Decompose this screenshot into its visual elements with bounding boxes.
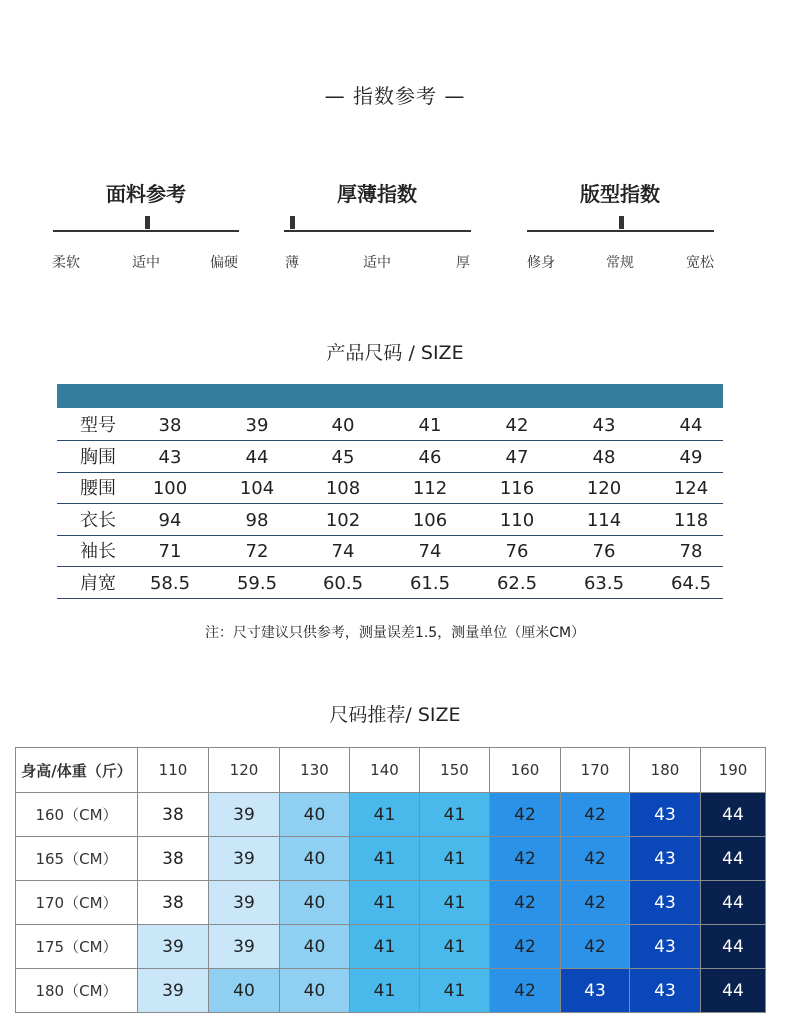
size-cell: 112 bbox=[412, 478, 448, 499]
recommend-row bbox=[16, 881, 766, 925]
size-recommend-cell: 43 bbox=[561, 969, 630, 1013]
size-recommend-cell: 39 bbox=[209, 925, 280, 969]
size-cell: 120 bbox=[586, 478, 622, 499]
size-recommend-cell: 44 bbox=[701, 925, 766, 969]
size-cell: 64.5 bbox=[670, 572, 712, 594]
index-title: — 指数参考 — bbox=[324, 84, 466, 108]
size-table-row bbox=[57, 504, 723, 536]
recommend-row bbox=[16, 837, 766, 881]
weight-header-cell: 140 bbox=[350, 748, 420, 793]
size-cell: 45 bbox=[331, 446, 355, 468]
size-recommend-cell: 41 bbox=[350, 881, 420, 925]
fit-label-loose: 宽松 bbox=[686, 255, 714, 271]
size-recommend-cell: 39 bbox=[138, 925, 209, 969]
weight-header-cell: 160 bbox=[490, 748, 561, 793]
size-cell: 44 bbox=[679, 415, 703, 436]
size-row-label: 肩宽 bbox=[80, 572, 116, 594]
size-recommend-cell: 38 bbox=[138, 881, 209, 925]
size-recommend-cell: 42 bbox=[561, 925, 630, 969]
size-recommend-cell: 44 bbox=[701, 881, 766, 925]
size-recommend-cell: 39 bbox=[209, 881, 280, 925]
size-cell: 124 bbox=[673, 478, 709, 499]
size-cell: 76 bbox=[505, 541, 529, 562]
size-cell: 74 bbox=[418, 541, 442, 562]
size-table-row bbox=[57, 535, 723, 567]
fit-scale-line bbox=[527, 230, 714, 232]
size-recommend-cell: 40 bbox=[280, 969, 350, 1013]
size-recommend-cell: 40 bbox=[280, 881, 350, 925]
size-table-row bbox=[57, 441, 723, 473]
recommend-header-row bbox=[16, 748, 766, 793]
size-recommend-cell: 39 bbox=[138, 969, 209, 1013]
size-cell: 62.5 bbox=[496, 572, 538, 594]
size-row-label: 型号 bbox=[80, 415, 116, 436]
weight-header-cell: 190 bbox=[701, 748, 766, 793]
fabric-label-medium: 适中 bbox=[132, 255, 160, 271]
recommend-corner-label: 身高/体重（斤） bbox=[16, 748, 138, 793]
size-cell: 60.5 bbox=[322, 572, 364, 594]
size-table-row bbox=[57, 409, 723, 441]
size-row-label: 衣长 bbox=[80, 509, 116, 531]
size-cell: 106 bbox=[412, 509, 448, 531]
size-cell: 42 bbox=[505, 415, 529, 436]
size-recommend-cell: 42 bbox=[490, 837, 561, 881]
size-row-label: 袖长 bbox=[80, 541, 116, 562]
size-cell: 102 bbox=[325, 509, 361, 531]
fabric-scale-line bbox=[53, 230, 239, 232]
size-cell: 114 bbox=[586, 509, 622, 531]
thickness-index-title: 厚薄指数 bbox=[337, 182, 417, 206]
size-recommend-cell: 43 bbox=[630, 881, 701, 925]
size-cell: 40 bbox=[331, 415, 355, 436]
fit-label-slim: 修身 bbox=[527, 255, 555, 271]
size-cell: 43 bbox=[592, 415, 616, 436]
size-table-header-bar bbox=[57, 384, 723, 408]
size-recommend-cell: 42 bbox=[561, 793, 630, 837]
fabric-scale-marker bbox=[145, 216, 150, 229]
size-cell: 63.5 bbox=[583, 572, 625, 594]
size-cell: 38 bbox=[158, 415, 182, 436]
size-cell: 49 bbox=[679, 446, 703, 468]
size-recommend-cell: 41 bbox=[350, 793, 420, 837]
thickness-label-thick: 厚 bbox=[456, 255, 470, 271]
size-cell: 74 bbox=[331, 541, 355, 562]
size-recommend-cell: 42 bbox=[490, 925, 561, 969]
size-cell: 76 bbox=[592, 541, 616, 562]
fabric-index-title: 面料参考 bbox=[106, 182, 186, 206]
recommend-row bbox=[16, 969, 766, 1013]
size-cell: 61.5 bbox=[409, 572, 451, 594]
size-recommend-cell: 38 bbox=[138, 837, 209, 881]
fabric-label-soft: 柔软 bbox=[52, 255, 80, 271]
size-recommend-cell: 43 bbox=[630, 837, 701, 881]
size-recommend-cell: 40 bbox=[280, 925, 350, 969]
thickness-label-medium: 适中 bbox=[363, 255, 391, 271]
size-cell: 78 bbox=[679, 541, 703, 562]
size-cell: 58.5 bbox=[149, 572, 191, 594]
height-label-cell: 160（CM） bbox=[16, 793, 138, 837]
size-recommend-cell: 39 bbox=[209, 793, 280, 837]
size-recommend-cell: 42 bbox=[490, 881, 561, 925]
size-recommend-cell: 41 bbox=[420, 925, 490, 969]
size-cell: 118 bbox=[673, 509, 709, 531]
size-recommend-cell: 43 bbox=[630, 925, 701, 969]
height-label-cell: 180（CM） bbox=[16, 969, 138, 1013]
size-row-label: 胸围 bbox=[80, 446, 116, 468]
size-recommend-cell: 41 bbox=[350, 837, 420, 881]
size-cell: 41 bbox=[418, 415, 442, 436]
size-recommend-cell: 40 bbox=[280, 837, 350, 881]
size-recommend-cell: 42 bbox=[561, 881, 630, 925]
size-cell: 71 bbox=[158, 541, 182, 562]
size-cell: 100 bbox=[152, 478, 188, 499]
size-table-row bbox=[57, 567, 723, 599]
size-row-label: 腰围 bbox=[80, 478, 116, 499]
size-cell: 116 bbox=[499, 478, 535, 499]
size-cell: 43 bbox=[158, 446, 182, 468]
recommend-table bbox=[15, 747, 766, 1013]
height-label-cell: 170（CM） bbox=[16, 881, 138, 925]
height-label-cell: 165（CM） bbox=[16, 837, 138, 881]
size-recommend-cell: 43 bbox=[630, 793, 701, 837]
weight-header-cell: 150 bbox=[420, 748, 490, 793]
size-cell: 48 bbox=[592, 446, 616, 468]
size-recommend-cell: 38 bbox=[138, 793, 209, 837]
fabric-label-hard: 偏硬 bbox=[210, 255, 238, 271]
recommend-section-title: 尺码推荐/ SIZE bbox=[329, 704, 461, 726]
size-cell: 47 bbox=[505, 446, 529, 468]
size-recommend-cell: 41 bbox=[420, 837, 490, 881]
size-cell: 110 bbox=[499, 509, 535, 531]
fit-index-title: 版型指数 bbox=[580, 182, 660, 206]
size-cell: 108 bbox=[325, 478, 361, 499]
weight-header-cell: 120 bbox=[209, 748, 280, 793]
size-recommend-cell: 42 bbox=[490, 793, 561, 837]
weight-header-cell: 110 bbox=[138, 748, 209, 793]
size-recommend-cell: 41 bbox=[350, 925, 420, 969]
thickness-scale-line bbox=[284, 230, 471, 232]
weight-header-cell: 180 bbox=[630, 748, 701, 793]
size-recommend-cell: 44 bbox=[701, 837, 766, 881]
recommend-row bbox=[16, 793, 766, 837]
size-recommend-cell: 39 bbox=[209, 837, 280, 881]
size-cell: 39 bbox=[245, 415, 269, 436]
fit-scale-marker bbox=[619, 216, 624, 229]
size-recommend-cell: 41 bbox=[420, 793, 490, 837]
size-cell: 94 bbox=[158, 509, 182, 531]
weight-header-cell: 130 bbox=[280, 748, 350, 793]
size-recommend-cell: 41 bbox=[420, 969, 490, 1013]
size-recommend-cell: 44 bbox=[701, 793, 766, 837]
size-recommend-cell: 40 bbox=[280, 793, 350, 837]
size-recommend-cell: 43 bbox=[630, 969, 701, 1013]
thickness-scale-marker bbox=[290, 216, 295, 229]
size-cell: 104 bbox=[239, 478, 275, 499]
size-recommend-cell: 41 bbox=[350, 969, 420, 1013]
recommend-row bbox=[16, 925, 766, 969]
size-cell: 98 bbox=[245, 509, 269, 531]
size-recommend-cell: 41 bbox=[420, 881, 490, 925]
height-label-cell: 175（CM） bbox=[16, 925, 138, 969]
weight-header-cell: 170 bbox=[561, 748, 630, 793]
size-table-row bbox=[57, 472, 723, 504]
size-cell: 46 bbox=[418, 446, 442, 468]
size-cell: 72 bbox=[245, 541, 269, 562]
thickness-label-thin: 薄 bbox=[285, 255, 299, 271]
size-recommend-cell: 42 bbox=[561, 837, 630, 881]
size-cell: 44 bbox=[245, 446, 269, 468]
size-note: 注：尺寸建议只供参考，测量误差1.5，测量单位（厘米CM） bbox=[204, 625, 586, 641]
fit-label-regular: 常规 bbox=[606, 255, 634, 271]
size-section-title: 产品尺码 / SIZE bbox=[326, 342, 464, 364]
size-recommend-cell: 42 bbox=[490, 969, 561, 1013]
size-cell: 59.5 bbox=[236, 572, 278, 594]
size-recommend-cell: 40 bbox=[209, 969, 280, 1013]
size-recommend-cell: 44 bbox=[701, 969, 766, 1013]
